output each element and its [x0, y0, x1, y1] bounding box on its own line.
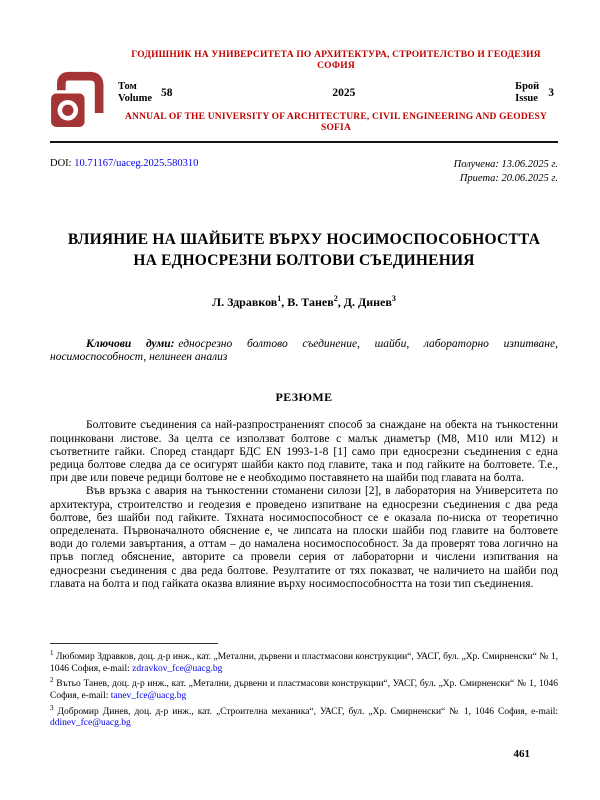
journal-header [50, 50, 558, 134]
authors-line [50, 294, 558, 310]
journal-title-bg-line1: ГОДИШНИК НА УНИВЕРСИТЕТА ПО АРХИТЕКТУРА, СТРОИТЕЛСТВО И ГЕОДЕЗИЯ [131, 50, 541, 60]
footnote-email-link[interactable]: tanev_fce@uacg.bg [110, 691, 187, 702]
doi-link[interactable]: 10.71167/uaceg.2025.580310 [74, 158, 199, 169]
year: 2025 [332, 87, 356, 99]
issue-label-en: Issue [515, 93, 538, 104]
page-number: 461 [513, 748, 530, 760]
doi [50, 158, 198, 185]
footnote-1 [50, 648, 558, 675]
author-footnote-marker: 3 [391, 294, 396, 303]
received-date: Получена: 13.06.2025 г. [453, 159, 558, 170]
article-title-line1: ВЛИЯНИЕ НА ШАЙБИТЕ ВЪРХУ НОСИМОСПОСОБНОСТТА [67, 231, 541, 248]
abstract-paragraph-1: Болтовите съединения са най-разпространеният способ за снаждане на обекта на тънкостенни поцинковани листове. За целта се използват болтове с малък диаметър (М8, М10 или М12) и съответните гайки. Според стандарт БДС EN 1993-1-8 [1] само при едносрезни съединения с една редица болтове следва да се осигурят шайби както под главите, така и под гайките на болтовете. Т.е., при две или повече редици болтове не е необходимо поставянето на шайби под главата на болта. [50, 419, 558, 485]
author-separator: , [337, 295, 344, 309]
footnote-2 [50, 675, 558, 702]
volume-issue-row [114, 81, 558, 105]
volume-number: 58 [161, 87, 173, 99]
article-title [50, 229, 558, 271]
footnote-text: Вътьо Танев, доц. д-р инж., кат. „Метални, дървени и пластмасови конструкции“, УАСГ, бул. „Хр. Смирненски“ № 1, 1046 София, e-mail: [50, 679, 559, 702]
journal-title-bg [114, 50, 558, 72]
journal-title-bg-line2: СОФИЯ [317, 61, 355, 71]
footnote-marker: 2 [50, 676, 54, 685]
footnote-text: Любомир Здравков, доц. д-р инж., кат. „Метални, дървени и пластмасови конструкции“, УАСГ, бул. „Хр. Смирненски“ № 1, 1046 София, e-mail: [50, 652, 559, 674]
journal-title-en [114, 112, 558, 134]
article-title-line2: НА ЕДНОСРЕЗНИ БОЛТОВИ СЪЕДИНЕНИЯ [133, 252, 475, 269]
author [287, 295, 337, 309]
accepted-date: Приета: 20.06.2025 г. [459, 172, 558, 184]
keywords-text: едносрезно болтово съединение, шайби, лабораторно изпитване, носимоспособност, нелинеен анализ [50, 338, 558, 364]
author [344, 295, 396, 309]
journal-title-en-line2: SOFIA [320, 123, 352, 133]
volume-group [118, 81, 173, 105]
journal-title-en-line1: ANNUAL OF THE UNIVERSITY OF ARCHITECTURE, CIVIL ENGINEERING AND GEODESY [124, 112, 548, 122]
author-separator: , [281, 295, 288, 309]
author [212, 295, 281, 309]
doi-label: DOI: [50, 158, 72, 169]
footnote-text: Добромир Динев, доц. д-р инж., кат. „Строителна механика“, УАСГ, бул. „Хр. Смирненски“ № 1, 1046 София, e-mail: [57, 706, 558, 717]
issue-group [515, 81, 554, 105]
footnote-email-link[interactable]: zdravkov_fce@uacg.bg [132, 663, 223, 674]
volume-labels [118, 81, 152, 105]
author-name: Л. Здравков [212, 295, 278, 309]
author-footnote-marker: 1 [277, 294, 282, 303]
footnote-3 [50, 703, 558, 730]
footnotes-section [50, 643, 558, 730]
journal-masthead [104, 50, 558, 134]
author-name: В. Танев [287, 295, 334, 309]
volume-label-bg: Том [118, 81, 137, 92]
keywords [50, 338, 558, 364]
keywords-label: Ключови думи: [86, 338, 175, 350]
header-divider [50, 141, 558, 143]
author-name: Д. Динев [343, 295, 392, 309]
author-footnote-marker: 2 [333, 294, 338, 303]
doi-row [50, 158, 558, 185]
issue-number: 3 [548, 87, 554, 99]
footnote-marker: 3 [50, 703, 54, 712]
submission-dates [454, 158, 558, 185]
issue-labels [515, 81, 539, 105]
footnote-email-link[interactable]: ddinev_fce@uacg.bg [50, 718, 131, 729]
uaceg-logo-icon [50, 70, 104, 130]
abstract-heading: РЕЗЮМЕ [275, 390, 333, 405]
footnote-divider [50, 643, 218, 644]
abstract-paragraph-2: Във връзка с авария на тънкостенни стоманени силози [2], в лаборатория на Университета по архитектура, строителство и геодезия е проведено изпитване на едносрезни съединения с два реда болтове, без шайби под гайките. Тяхната носимоспособност се е оказала по-ниска от теоретично определената. Първоначалното обяснение е, че липсата на плоски шайби под главите на болтовете води до големи завъртания, а оттам – до намалена носимоспособност. За да проверят това логично на пръв поглед обяснение, авторите са провели серия от лабораторни и числени изпитвания на едносрезни съединения с два реда болтове. Резултатите от тях показват, че наличието на шайби под главата на болта и под гайката оказва влияние върху носимоспособността на този тип съединения. [50, 485, 558, 590]
footnote-marker: 1 [50, 648, 54, 657]
volume-label-en: Volume [118, 93, 153, 104]
issue-label-bg: Брой [515, 81, 540, 92]
